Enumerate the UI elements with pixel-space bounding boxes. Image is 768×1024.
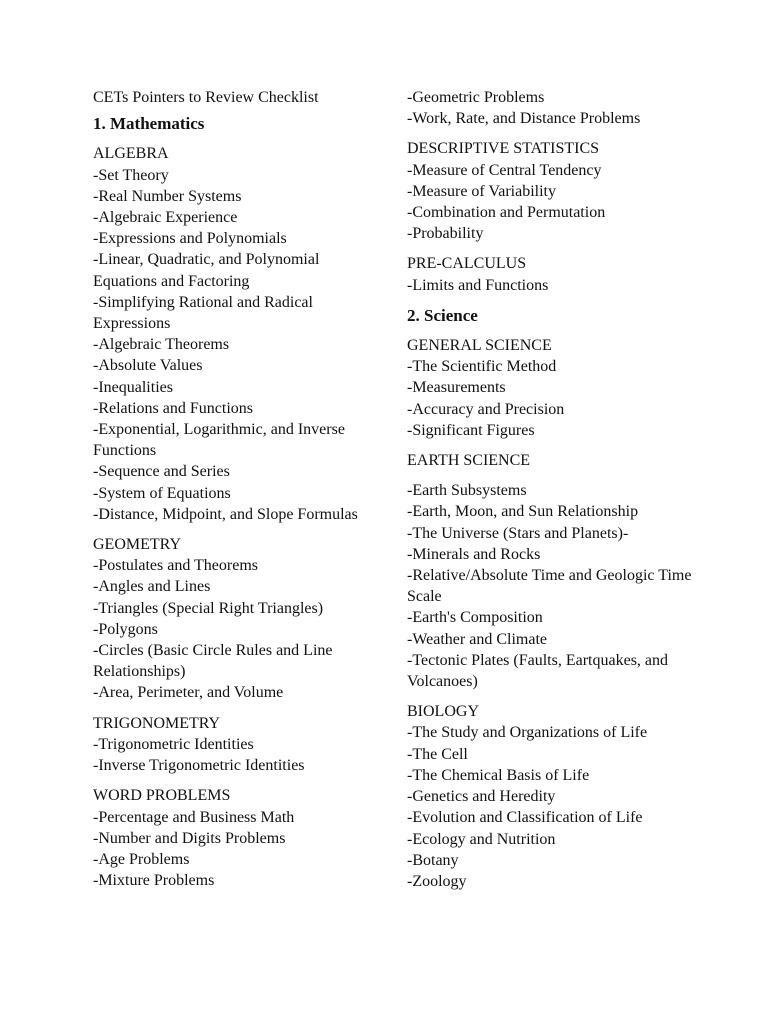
list-item: -Age Problems <box>93 850 190 868</box>
list-item: -Polygons <box>93 620 158 638</box>
science-heading: 2. Science <box>407 305 478 325</box>
list-item: -Accuracy and Precision <box>407 400 565 418</box>
earth-science-section <box>407 450 707 692</box>
list-item: -Zoology <box>407 872 467 890</box>
list-item: -Earth Subsystems <box>407 482 527 500</box>
list-item: -System of Equations <box>93 484 231 502</box>
list-item: -Triangles (Special Right Triangles) <box>93 599 324 617</box>
general-science-title: GENERAL SCIENCE <box>407 337 552 355</box>
trigonometry-title: TRIGONOMETRY <box>93 714 221 732</box>
list-item: -Inverse Trigonometric Identities <box>93 757 305 775</box>
algebra-section <box>93 143 385 525</box>
geometry-section <box>93 534 385 704</box>
list-item: -Significant Figures <box>407 421 535 439</box>
list-item: -Sequence and Series <box>93 463 230 481</box>
list-item: -Geometric Problems <box>407 89 545 106</box>
list-item: -Ecology and Nutrition <box>407 830 556 848</box>
list-item: -Algebraic Theorems <box>93 336 230 354</box>
list-item: -Exponential, Logarithmic, and Inverse Functions <box>93 421 345 460</box>
list-item: -Botany <box>407 851 459 869</box>
descriptive-statistics-title: DESCRIPTIVE STATISTICS <box>407 140 600 158</box>
left-column <box>93 87 385 900</box>
list-item: -Absolute Values <box>93 357 203 375</box>
list-item: -Minerals and Rocks <box>407 545 541 563</box>
list-item: -Linear, Quadratic, and Polynomial Equations and Factoring <box>93 251 320 290</box>
list-item: -Earth, Moon, and Sun Relationship <box>407 503 639 521</box>
list-item: -Earth's Composition <box>407 609 543 627</box>
list-item: -The Cell <box>407 745 468 763</box>
list-item: -Expressions and Polynomials <box>93 230 287 248</box>
earth-science-title: EARTH SCIENCE <box>407 452 531 470</box>
right-column <box>407 87 707 901</box>
biology-title: BIOLOGY <box>407 703 479 721</box>
geometry-title: GEOMETRY <box>93 536 181 554</box>
descriptive-statistics-section <box>407 138 707 244</box>
list-item: -Relative/Absolute Time and Geologic Time Scale <box>407 567 692 606</box>
list-item: -Percentage and Business Math <box>93 808 295 826</box>
list-item: -Number and Digits Problems <box>93 829 286 847</box>
list-item: -Area, Perimeter, and Volume <box>93 684 284 702</box>
list-item: -Measure of Central Tendency <box>407 161 602 179</box>
list-item: -Simplifying Rational and Radical Expressions <box>93 293 313 333</box>
list-item: -Weather and Climate <box>407 630 547 648</box>
list-item: -Measurements <box>407 379 506 397</box>
list-item: -Algebraic Experience <box>93 209 238 227</box>
trigonometry-section <box>93 713 385 777</box>
list-item: -Relations and Functions <box>93 399 253 417</box>
mathematics-heading: 1. Mathematics <box>93 114 205 134</box>
list-item: -Real Number Systems <box>93 187 242 205</box>
pre-calculus-section <box>407 253 707 295</box>
word-problems-section <box>93 785 385 891</box>
list-item: -Trigonometric Identities <box>93 735 254 753</box>
list-item: -Measure of Variability <box>407 182 556 200</box>
algebra-title: ALGEBRA <box>93 145 169 163</box>
list-item: -Combination and Permutation <box>407 204 606 222</box>
list-item: -Angles and Lines <box>93 578 211 596</box>
list-item: -Mixture Problems <box>93 872 215 890</box>
list-item: -Work, Rate, and Distance Problems <box>407 110 641 128</box>
general-science-section <box>407 335 707 441</box>
pre-calculus-title: PRE-CALCULUS <box>407 255 527 273</box>
list-item: -Tectonic Plates (Faults, Eartquakes, and Volcanoes) <box>407 651 669 691</box>
list-item: -Genetics and Heredity <box>407 788 556 806</box>
list-item: -Set Theory <box>93 166 169 184</box>
list-item: -The Study and Organizations of Life <box>407 724 648 742</box>
document-title: CETs Pointers to Review Checklist <box>93 89 319 106</box>
list-item: -Limits and Functions <box>407 276 549 294</box>
biology-section <box>407 701 707 892</box>
list-item: -Distance, Midpoint, and Slope Formulas <box>93 505 358 523</box>
list-item: -The Chemical Basis of Life <box>407 766 590 784</box>
list-item: -Postulates and Theorems <box>93 557 259 575</box>
word-problems-continued <box>407 87 707 129</box>
word-problems-title: WORD PROBLEMS <box>93 787 231 805</box>
list-item: -The Universe (Stars and Planets)- <box>407 524 629 542</box>
list-item: -Circles (Basic Circle Rules and Line Relationships) <box>93 642 333 681</box>
list-item: -The Scientific Method <box>407 358 557 376</box>
list-item: -Inequalities <box>93 378 173 396</box>
list-item: -Probability <box>407 225 484 243</box>
list-item: -Evolution and Classification of Life <box>407 809 643 827</box>
